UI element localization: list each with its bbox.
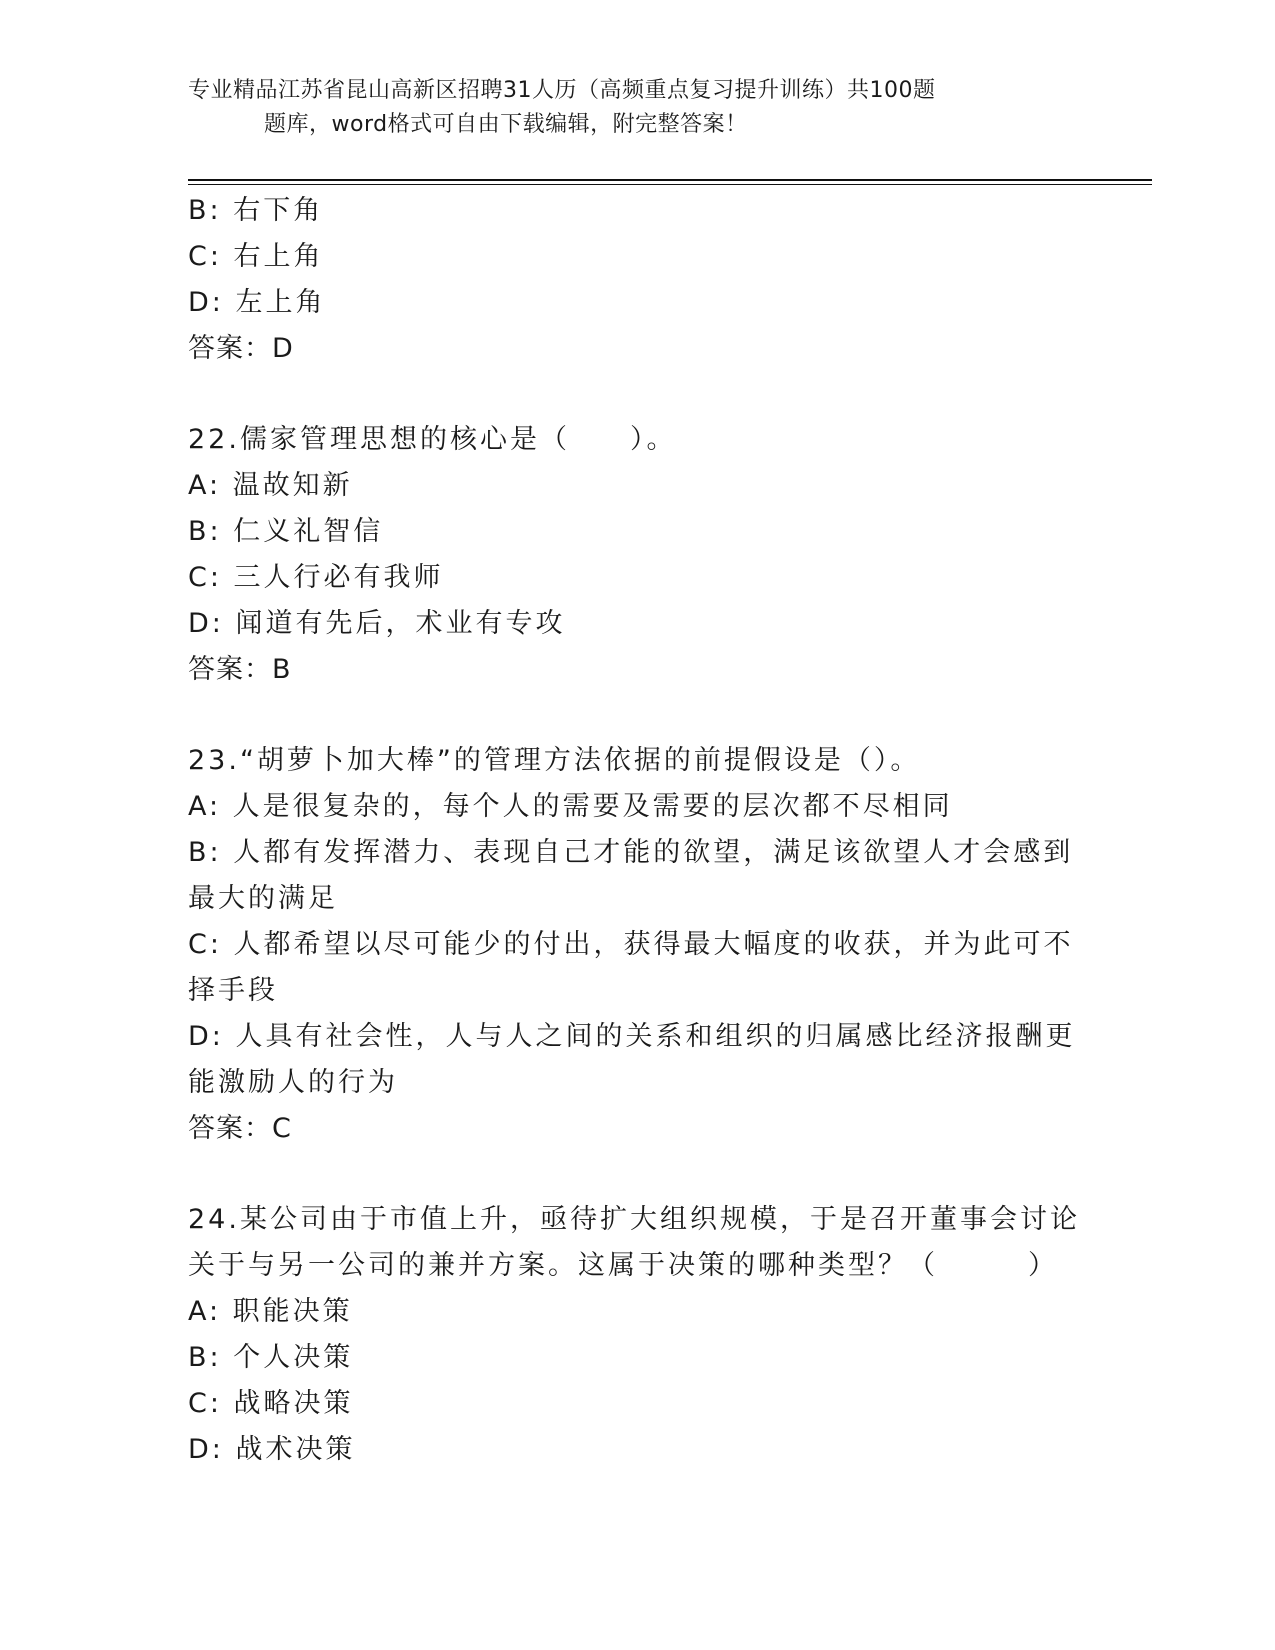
answer-line: 答案：C: [188, 1113, 292, 1144]
option-a: A: 人是很复杂的，每个人的需要及需要的层次都不尽相同: [188, 791, 953, 822]
answer-line: 答案：D: [188, 333, 294, 364]
answer-line: 答案：B: [188, 654, 292, 685]
option-d: D: 闻道有先后，术业有专攻: [188, 608, 566, 639]
option-b: B: 个人决策: [188, 1342, 354, 1373]
option-c: C: 三人行必有我师: [188, 562, 444, 593]
option-b: B: 人都有发挥潜力、表现自己才能的欲望，满足该欲望人才会感到最大的满足: [188, 837, 1074, 914]
question-text: 22.儒家管理思想的核心是（ ）。: [188, 424, 677, 455]
option-d: D: 人具有社会性，人与人之间的关系和组织的归属感比经济报酬更能激励人的行为: [188, 1021, 1076, 1098]
option-b: B: 仁义礼智信: [188, 516, 384, 547]
option-c: C: 战略决策: [188, 1388, 354, 1419]
question-block-24: [188, 1197, 1088, 1473]
spacer: [188, 693, 1088, 738]
option-a: A: 职能决策: [188, 1296, 353, 1327]
document-header: [188, 74, 1048, 142]
option-c: C: 右上角: [188, 241, 324, 272]
option-c: C: 人都希望以尽可能少的付出，获得最大幅度的收获，并为此可不择手段: [188, 929, 1074, 1006]
option-a: A: 温故知新: [188, 470, 353, 501]
question-text: 23.“胡萝卜加大棒”的管理方法依据的前提假设是（）。: [188, 745, 921, 776]
option-b: B: 右下角: [188, 195, 324, 226]
header-rule-thick: [188, 179, 1152, 181]
question-block-21: [188, 188, 1088, 372]
header-title-line2: 题库，word格式可自由下载编辑，附完整答案！: [264, 112, 748, 137]
header-title-line1: 专业精品江苏省昆山高新区招聘31人历（高频重点复习提升训练）共100题: [188, 78, 936, 103]
option-d: D: 战术决策: [188, 1434, 356, 1465]
question-block-22: [188, 417, 1088, 693]
spacer: [188, 372, 1088, 417]
header-rule-thin: [188, 184, 1152, 185]
option-d: D: 左上角: [188, 287, 326, 318]
question-text: 24.某公司由于市值上升，亟待扩大组织规模，于是召开董事会讨论关于与另一公司的兼并方案。这属于决策的哪种类型？（ ）: [188, 1204, 1080, 1281]
question-list: [188, 188, 1088, 1473]
question-block-23: [188, 738, 1088, 1152]
spacer: [188, 1152, 1088, 1197]
